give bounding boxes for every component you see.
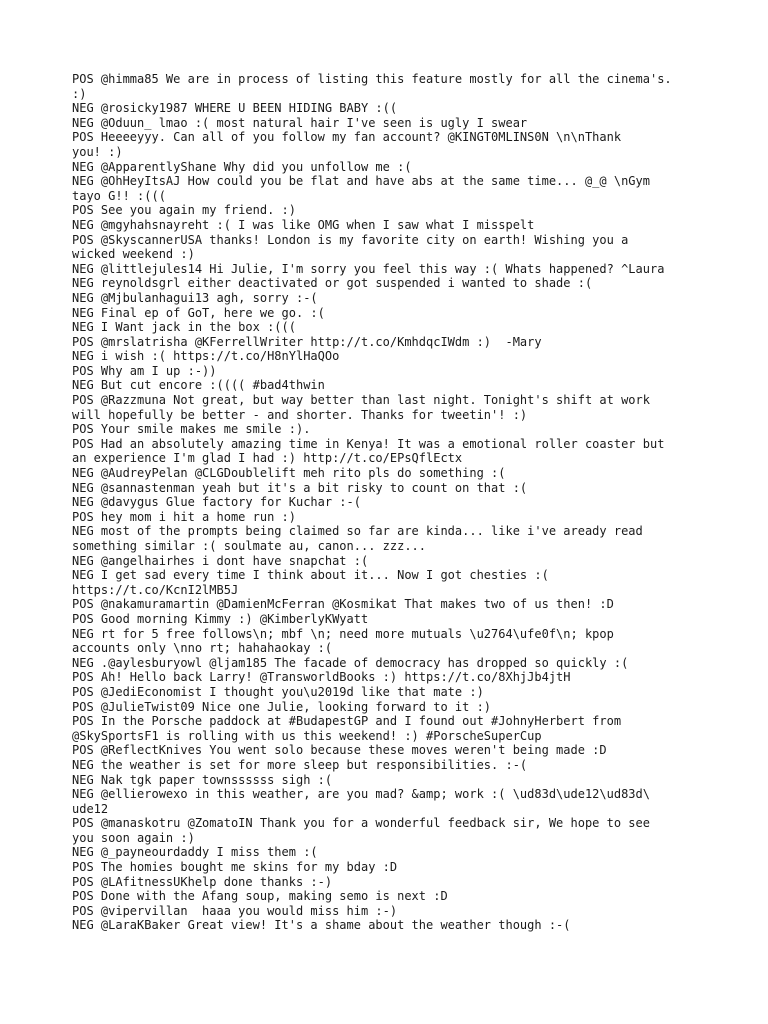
text-line: NEG @Mjbulanhagui13 agh, sorry :-( bbox=[72, 290, 318, 305]
text-line: ude12 bbox=[72, 801, 109, 816]
text-line: NEG I Want jack in the box :((( bbox=[72, 320, 296, 335]
text-line: POS Why am I up :-)) bbox=[72, 363, 217, 378]
text-line: NEG reynoldsgrl either deactivated or got suspended i wanted to shade :( bbox=[72, 276, 593, 291]
text-line: NEG rt for 5 free follows\n; mbf \n; need more mutuals \u2764\ufe0f\n; kpop bbox=[72, 626, 614, 641]
text-line: NEG @sannastenman yeah but it's a bit risky to count on that :( bbox=[72, 480, 528, 495]
text-line: you! :) bbox=[72, 144, 123, 159]
text-line: POS @himma85 We are in process of listing this feature mostly for all the cinema's. bbox=[72, 72, 672, 86]
text-line: POS @manaskotru @ZomatoIN Thank you for a wonderful feedback sir, We hope to see bbox=[72, 816, 650, 831]
text-line: NEG @ellierowexo in this weather, are you mad? &amp; work :( \ud83d\ude12\ud83d\ bbox=[72, 787, 650, 802]
text-line: accounts only \nno rt; hahahaokay :( bbox=[72, 641, 333, 656]
text-line: NEG @Oduun_ lmao :( most natural hair I've seen is ugly I swear bbox=[72, 115, 528, 130]
text-line: POS The homies bought me skins for my bday :D bbox=[72, 860, 398, 875]
text-line: POS @LAfitnessUKhelp done thanks :-) bbox=[72, 874, 333, 889]
text-line: NEG @LaraKBaker Great view! It's a shame about the weather though :-( bbox=[72, 918, 571, 933]
text-line: POS @JulieTwist09 Nice one Julie, looking forward to it :) bbox=[72, 699, 492, 714]
text-line: https://t.co/KcnI2lMB5J bbox=[72, 582, 239, 597]
text-line: NEG the weather is set for more sleep but responsibilities. :-( bbox=[72, 757, 528, 772]
text-line: @SkySportsF1 is rolling with us this weekend! :) #PorscheSuperCup bbox=[72, 728, 542, 743]
text-line: wicked weekend :) bbox=[72, 247, 195, 262]
text-line: POS @ReflectKnives You went solo because these moves weren't being made :D bbox=[72, 743, 607, 758]
text-line: NEG I get sad every time I think about it... Now I got chesties :( bbox=[72, 568, 549, 583]
text-line: will hopefully be better - and shorter. Thanks for tweetin'! :) bbox=[72, 407, 528, 422]
text-line: NEG Nak tgk paper townssssss sigh :( bbox=[72, 772, 333, 787]
text-line: NEG @_payneourdaddy I miss them :( bbox=[72, 845, 318, 860]
text-line: POS @nakamuramartin @DamienMcFerran @Kosmikat That makes two of us then! :D bbox=[72, 597, 614, 612]
text-line: POS Good morning Kimmy :) @KimberlyKWyatt bbox=[72, 611, 369, 626]
text-line: POS In the Porsche paddock at #BudapestGP and I found out #JohnyHerbert from bbox=[72, 714, 622, 729]
text-line: NEG @littlejules14 Hi Julie, I'm sorry you feel this way :( Whats happened? ^Laura bbox=[72, 261, 665, 276]
document-page bbox=[72, 72, 712, 933]
text-line: NEG @rosicky1987 WHERE U BEEN HIDING BABY :(( bbox=[72, 101, 398, 116]
text-line: POS @Razzmuna Not great, but way better than last night. Tonight's shift at work bbox=[72, 393, 650, 408]
text-line: NEG most of the prompts being claimed so far are kinda... like i've aready read bbox=[72, 524, 643, 539]
text-line: you soon again :) bbox=[72, 830, 195, 845]
text-line: NEG i wish :( https://t.co/H8nYlHaQOo bbox=[72, 349, 340, 364]
text-line: POS hey mom i hit a home run :) bbox=[72, 509, 296, 524]
text-line: NEG @AudreyPelan @CLGDoublelift meh rito pls do something :( bbox=[72, 466, 506, 481]
text-line: NEG @OhHeyItsAJ How could you be flat and have abs at the same time... @_@ \nGym bbox=[72, 174, 650, 189]
text-line: something similar :( soulmate au, canon... zzz... bbox=[72, 539, 427, 553]
text-line: NEG @davygus Glue factory for Kuchar :-( bbox=[72, 495, 361, 510]
text-line: POS Ah! Hello back Larry! @TransworldBooks :) https://t.co/8XhjJb4jtH bbox=[72, 670, 571, 685]
text-line: tayo G!! :((( bbox=[72, 188, 166, 203]
text-line: POS Your smile makes me smile :). bbox=[72, 422, 311, 437]
text-line: :) bbox=[72, 86, 87, 101]
text-line: POS Heeeeyyy. Can all of you follow my fan account? @KINGT0MLINS0N \n\nThank bbox=[72, 130, 622, 145]
text-line: POS @vipervillan haaa you would miss him :-) bbox=[72, 903, 398, 918]
text-line: POS @SkyscannerUSA thanks! London is my favorite city on earth! Wishing you a bbox=[72, 232, 629, 247]
text-line: NEG .@aylesburyowl @ljam185 The facade of democracy has dropped so quickly :( bbox=[72, 655, 629, 670]
text-line: NEG Final ep of GoT, here we go. :( bbox=[72, 305, 325, 320]
text-line: POS See you again my friend. :) bbox=[72, 203, 296, 218]
text-line: NEG @mgyhahsnayreht :( I was like OMG when I saw what I misspelt bbox=[72, 217, 535, 232]
text-line: POS Had an absolutely amazing time in Kenya! It was a emotional roller coaster but bbox=[72, 436, 665, 451]
text-line: NEG @angelhairhes i dont have snapchat :( bbox=[72, 553, 369, 568]
text-line: NEG But cut encore :(((( #bad4thwin bbox=[72, 378, 325, 393]
text-line: NEG @ApparentlyShane Why did you unfollow me :( bbox=[72, 159, 412, 174]
text-line: POS @mrslatrisha @KFerrellWriter http://t.co/KmhdqcIWdm :) -Mary bbox=[72, 334, 542, 349]
text-line: POS Done with the Afang soup, making semo is next :D bbox=[72, 889, 448, 904]
text-line: an experience I'm glad I had :) http://t.co/EPsQflEctx bbox=[72, 451, 463, 466]
text-line: POS @JediEconomist I thought you\u2019d like that mate :) bbox=[72, 684, 484, 699]
